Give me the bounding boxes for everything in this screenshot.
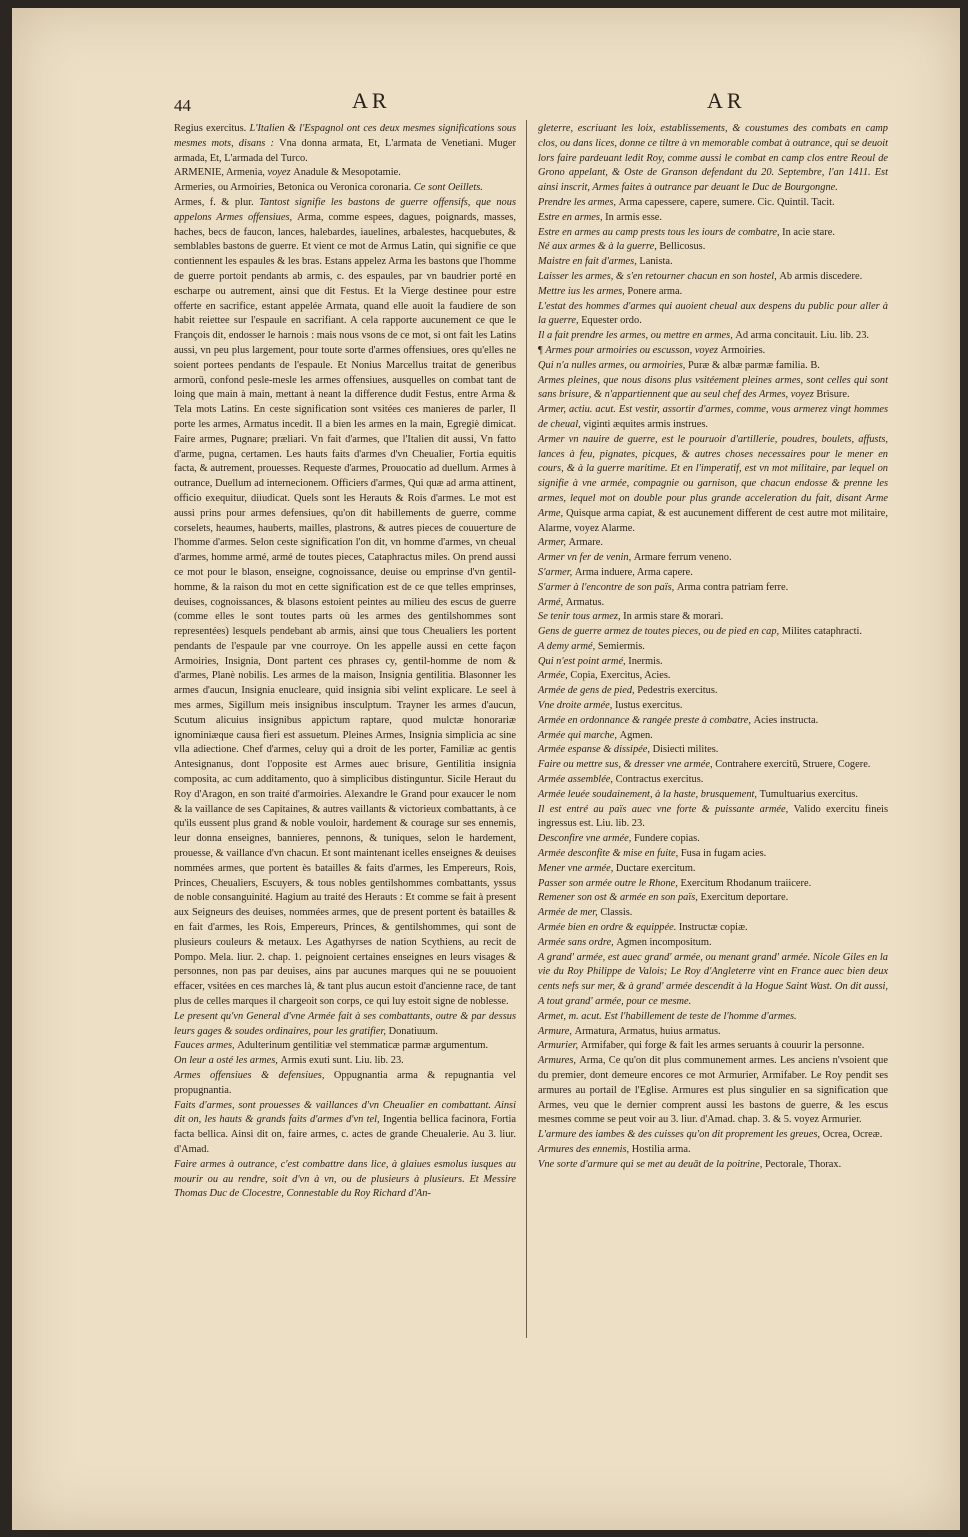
entry-french-text: Vne sorte d'armure qui se met au deuāt de la poitrine, <box>538 1158 765 1170</box>
dictionary-entry <box>538 1025 888 1040</box>
entry-latin-text: Ductare exercitum. <box>615 862 696 874</box>
entry-french-text: Faits d'armes, sont prouesses & vaillances d'vn Cheualier en combattant. Ainsi dit on, les hauts & grands faits d'armes d'vn tel, <box>174 1099 516 1126</box>
dictionary-entry <box>538 403 888 433</box>
dictionary-entry <box>174 122 516 166</box>
entry-french-text: Remener son ost & armée en son païs, <box>538 892 701 904</box>
running-head-right: AR <box>707 88 746 113</box>
entry-french-text: Passer son armée outre le Rhone, <box>538 877 681 889</box>
entry-latin-text: Anadule & Mesopotamie. <box>293 167 401 179</box>
entry-headword: Armes, f. & plur. <box>174 196 254 208</box>
dictionary-entry <box>538 1128 888 1143</box>
entry-latin-text: Ponere arma. <box>627 285 683 297</box>
entry-french-text: Armet, m. acut. Est l'habillement de teste de l'homme d'armes. <box>538 1010 797 1022</box>
entry-latin-text: Exercitum deportare. <box>700 892 789 904</box>
dictionary-entry <box>538 714 888 729</box>
entry-french-text: A demy armé, <box>538 640 598 652</box>
dictionary-entry <box>538 329 888 344</box>
entry-french-text: Armer, <box>538 537 569 549</box>
entry-latin-text: Adulterinum gentilitiæ vel stemmaticæ parmæ argumentum. <box>237 1040 489 1052</box>
entry-french-text: Armée de mer, <box>538 907 601 919</box>
entry-french-text: gleterre, escriuant les loix, establissements, & coustumes des combats en camp clos, ou dans lices, donne ce tiltre à vn memorable combat à outrance, qui se deuoit lors faire pardeuant ledit Roy, comme aussi le combat en camp clos entre Reoul de Grono appelant, & Oste de Granson defendant du 20. Septembre, l'an 1411. Est ainsi inscrit, Armes faites à outrance par deuant le Duc de Bourgongne. <box>538 123 888 194</box>
entry-french-text: Armée qui marche, <box>538 729 620 741</box>
dictionary-entry <box>538 1158 888 1173</box>
entry-french-text: Armée assemblée, <box>538 774 616 786</box>
dictionary-entry <box>538 270 888 285</box>
entry-latin-text: In armis esse. <box>605 211 663 223</box>
entry-french-text: Armée de gens de pied, <box>538 685 638 697</box>
entry-latin-text: Armoiries. <box>720 344 766 356</box>
entry-french-text: Prendre les armes, <box>538 196 619 208</box>
entry-latin-text: Armatura, Armatus, huius armatus. <box>574 1025 721 1037</box>
dictionary-entry <box>538 581 888 596</box>
entry-french-text: Vne droite armée, <box>538 700 615 712</box>
entry-latin-text: Armatus. <box>565 596 605 608</box>
entry-latin-text: Equester ordo. <box>581 315 642 327</box>
entry-latin-text: Armare ferrum veneno. <box>633 552 732 564</box>
entry-french-text: Armurier, <box>538 1040 581 1052</box>
entry-latin-text: Arma, Ce qu'on dit plus communement armes. Les anciens n'vsoient que du premier, dont demeure encores ce mot Armurier, Armifaber. Le Roy pendit ses armures au portail de l'Eglise. Armures est plus singulier en sa signification que Armes, veu que le dernier comprent aussi les bastons de guerre, & les escus mesmes comme se peut voir au 3. liur. d'Amad. chap. 3. & 5. voyez Armurier. <box>538 1055 888 1126</box>
dictionary-entry <box>538 906 888 921</box>
dictionary-entry <box>174 1069 516 1099</box>
entry-latin-text: Milites cataphracti. <box>781 626 862 638</box>
entry-latin-text: Donatiuum. <box>388 1025 438 1037</box>
entry-french-text: Maistre en fait d'armes, <box>538 256 640 268</box>
dictionary-entry <box>538 240 888 255</box>
dictionary-entry <box>538 803 888 833</box>
entry-french-text: Armer vn fer de venin, <box>538 552 634 564</box>
entry-french-text: Se tenir tous armez, <box>538 611 624 623</box>
left-column <box>174 122 516 1202</box>
entry-latin-text: Ad arma concitauit. Liu. lib. 23. <box>735 330 869 342</box>
entry-headword: Regius exercitus. <box>174 123 247 134</box>
entry-latin-text: Ab armis discedere. <box>779 270 863 282</box>
dictionary-entry <box>538 285 888 300</box>
running-head-left: AR <box>352 88 391 113</box>
entry-french-text: Tantost signifie les bastons de guerre offensifs, que nous appelons Armes offensiues, <box>174 196 516 223</box>
dictionary-entry <box>538 832 888 847</box>
entry-latin-text: Contractus exercitus. <box>615 774 704 786</box>
entry-latin-text: Fundere copias. <box>633 833 700 845</box>
entry-french-text: Faire ou mettre sus, & dresser vne armée, <box>538 759 716 771</box>
entry-french-text: Estre en armes, <box>538 211 606 223</box>
entry-french-text: A grand' armée, est auec grand' armée, ou menant grand' armée. Nicole Giles en la vie du Roy Philippe de Valois; Le Roy d'Angleterre vint en France auec bien deux cents nefs sur mer, & à grand' armée descendit à la Hogue Saint Wast. On dit aussi, A tout grand' armée, pour ce mesme. <box>538 951 888 1008</box>
entry-french-text: Qui n'a nulles armes, ou armoiries, <box>538 359 688 371</box>
entry-french-text: Armes offensiues & defensiues, <box>174 1070 334 1081</box>
entry-latin-text: Valido exercitu fineis ingressus est. Liu. lib. 23. <box>538 803 888 830</box>
entry-latin-text: Oppugnantia arma & repugnantia vel propugnantia. <box>174 1070 516 1096</box>
entry-french-text: Armée bien en ordre & equippée. <box>538 922 679 934</box>
entry-french-text: Armes pour armoiries ou escusson, voyez <box>545 344 721 356</box>
dictionary-entry <box>174 196 516 1010</box>
entry-french-text: Né aux armes & à la guerre, <box>538 241 660 253</box>
dictionary-entry <box>538 743 888 758</box>
entry-french-text: Estre en armes au camp prests tous les iours de combatre, <box>538 226 783 238</box>
entry-french-text: Desconfire vne armée, <box>538 833 634 845</box>
dictionary-entry <box>174 1039 516 1054</box>
entry-french-text: Le present qu'vn General d'vne Armée fait à ses combattants, outre & par dessus leurs gages & soudes ordinaires, pour les gratifier, <box>174 1010 516 1037</box>
entry-latin-text: Pedestris exercitus. <box>637 685 718 697</box>
entry-latin-text: Iustus exercitus. <box>614 700 683 712</box>
dictionary-entry <box>538 921 888 936</box>
book-page <box>12 8 960 1530</box>
entry-latin-text: viginti æquites armis instrues. <box>583 418 708 430</box>
entry-french-text: voyez <box>264 167 294 179</box>
entry-french-text: Armée, <box>538 670 571 682</box>
entry-headword: Armeries, ou Armoiries, Betonica ou Veronica coronaria. <box>174 182 412 194</box>
dictionary-entry <box>174 1010 516 1040</box>
entry-french-text: S'armer, <box>538 566 575 578</box>
dictionary-entry <box>538 196 888 211</box>
dictionary-entry <box>538 536 888 551</box>
right-column <box>538 122 888 1173</box>
entry-french-text: L'armure des iambes & des cuisses qu'on dit proprement les greues, <box>538 1129 823 1141</box>
dictionary-entry <box>174 181 516 196</box>
entry-french-text: Armures, <box>538 1055 580 1067</box>
dictionary-entry <box>538 669 888 684</box>
dictionary-entry <box>538 625 888 640</box>
page-number: 44 <box>174 96 191 115</box>
dictionary-entry <box>538 610 888 625</box>
dictionary-entry <box>538 122 888 196</box>
entry-latin-text: Puræ & albæ parmæ familia. B. <box>688 359 820 371</box>
dictionary-entry <box>174 1158 516 1202</box>
entry-latin-text: In acie stare. <box>782 226 835 238</box>
entry-french-text: Fauces armes, <box>174 1040 238 1052</box>
entry-latin-text: Bellicosus. <box>659 241 706 253</box>
entry-latin-text: Agmen. <box>619 729 653 741</box>
dictionary-entry <box>538 359 888 374</box>
entry-latin-text: Hostilia arma. <box>631 1143 691 1155</box>
entry-french-text: Armée espanse & dissipée, <box>538 744 653 756</box>
entry-latin-text: Ingentia bellica facinora, Fortia facta bellica. Ainsi dit on, faire armes, c. actes de grande Cheualerie. Au 3. liur. d'Amad. <box>174 1114 516 1155</box>
entry-french-text: Armures des ennemis, <box>538 1143 632 1155</box>
page-header <box>12 88 960 122</box>
dictionary-entry <box>538 847 888 862</box>
dictionary-entry <box>538 862 888 877</box>
column-divider <box>526 120 527 1338</box>
dictionary-entry <box>538 773 888 788</box>
dictionary-entry <box>538 891 888 906</box>
entry-french-text: L'Italien & l'Espagnol ont ces deux mesmes significations sous mesmes mots, disans : <box>174 123 516 149</box>
entry-latin-text: Pectorale, Thorax. <box>764 1158 842 1170</box>
entry-french-text: Armée sans ordre, <box>538 936 617 948</box>
dictionary-entry <box>538 788 888 803</box>
entry-latin-text: Arma induere, Arma capere. <box>574 566 693 578</box>
entry-latin-text: Arma contra patriam ferre. <box>676 581 789 593</box>
dictionary-entry <box>538 300 888 330</box>
entry-latin-text: Armare. <box>568 537 603 549</box>
entry-french-text: Qui n'est point armé, <box>538 655 629 667</box>
dictionary-entry <box>538 729 888 744</box>
entry-latin-text: Disiecti milites. <box>652 744 719 756</box>
entry-latin-text: Armis exuti sunt. Liu. lib. 23. <box>280 1055 404 1067</box>
entry-latin-text: Instructæ copiæ. <box>678 922 748 934</box>
dictionary-entry <box>538 226 888 241</box>
entry-latin-text: Fusa in fugam acies. <box>680 848 767 860</box>
entry-french-text: Armer vn nauire de guerre, est le pouruoir d'artillerie, poudres, boulets, affusts, lances à feu, pignates, picques, & autres choses necessaires pour le mener en cours, & à la guerre maritime. Et en l'imperatif, est vn mot militaire, par lequel on signifie à vne armée, compagnie ou garnison, que chacun endosse & prenne les armes, lequel mot on double pour plus grande acceleration du fait, disant Arme Arme, <box>538 433 888 519</box>
entry-latin-text: Lanista. <box>639 256 673 268</box>
entry-french-text: Armure, <box>538 1025 575 1037</box>
entry-latin-text: Vna donna armata, Et, L'armata de Venetiani. Muger armada, Et, L'armada del Turco. <box>174 137 516 164</box>
entry-latin-text: Quisque arma capiat, & est aucunement different de cest autre mot militaire, Alarme, voyez Alarme. <box>538 507 889 534</box>
entry-latin-text: Arma capessere, capere, sumere. Cic. Quintil. Tacit. <box>618 196 835 208</box>
dictionary-entry <box>538 1054 888 1128</box>
dictionary-entry <box>538 684 888 699</box>
entry-french-text: Laisser les armes, & s'en retourner chacun en son hostel, <box>538 270 780 282</box>
entry-french-text: Mettre ius les armes, <box>538 285 628 297</box>
dictionary-entry <box>538 936 888 951</box>
dictionary-entry <box>538 655 888 670</box>
entry-latin-text: Armifaber, qui forge & fait les armes seruants à couurir la personne. <box>580 1040 865 1052</box>
entry-french-text: Faire armes à outrance, c'est combattre dans lice, à glaiues esmolus iusques au mourir ou au rendre, soit d'vn à vn, ou de plusieurs à plusieurs. Et Messire Thomas Duc de Clocestre, Connestable du Roy Richard d'An- <box>174 1158 516 1200</box>
entry-latin-text: Classis. <box>600 907 633 919</box>
dictionary-entry <box>538 758 888 773</box>
entry-latin-text: Copia, Exercitus, Acies. <box>570 670 671 682</box>
entry-french-text: Il a fait prendre les armes, ou mettre en armes, <box>538 330 736 342</box>
entry-latin-text: Arma, comme espees, dagues, poignards, masses, haches, becs de faucon, lances, halebardes, iauelines, arbalestes, hacquebutes, & semblables bastons de guerre. Et vient ce mot de Armus Latin, qui signifie ce que contiennent les espaules & les bras. Estans appelez Arma les bastons que l'homme de guerre portoit pendants ab armis, c. des espaules, par vn baudrier porté en escharpe ou autrement, ainsi que dit Festus. Et la Vierge destinee pour estre offerte en sacrifice, estant appelée Armata, quand elle auoit la faudiere de son habit reiettee sur l'espaule en sacrifiant. A cela rapporte aucunement ce que le François dit, endosser le harnois : mais nous vsons de ce mot, si ont fait les Latins aussi, vn peu plus largement, pour toute sorte d'armes offensiues, ores qu'elles ne soient portees pendants de l'espaule. Et Nonius Marcellus traitat de generibus armorū, confond pesle-mesle les armes offensiues, ausquelles on combat tant de loing que main à main, mettant à neant la difference dudit Festus, entre Arma & Tela mots Latins. En ceste signification sont vsitées ces manieres de parler, Il porte les armes, Armatus incedit. Il a bien les armes en la main, Egregiè dimicat. Faire armes, Pugnare; præliari. Vn fait d'armes, que l'Italien dit aussi, Vn fatto d'arme, pugna, certamen. Les hauts faits d'armes d'vn Cheualier, Fortia equitis facta, & autrement, prouesses. Requeste d'armes, Prouocatio ad duellum. Armes à outrance, Duellum ad internecionem. Officiers d'armes, Qui quæ ad arma attinent, officio exequitur, diiudicat. Quels sont les Herauts & Rois d'armes. Le mot est aussi prins pour armes defensiues, qu'on dit habillements de guerre, comme corselets, heaumes, hauberts, mailles, plastrons, & autres pieces de couuerture de l'homme d'armes. Selon ceste signification l'on dit, vn homme d'armes, vn cheual d'armes, homme armé, armé de toutes pieces, Cataphractus miles. On prend aussi ce mot pour le blason, enseigne, cognoissance, deuise ou emprinse d'vn gentil-homme, & la raison du mot en cette signification est de ce que telles emprinses, deuises, cognoissances, & blasons estoient peintes au milieu des escus de guerre (comme elles le sont toutes parts où les armes des gentilshommes sont representées) lesquels pendebant ab armis, ainsi que tous Cheualiers les portent pendants de l'espaule par vne courroye. On les appelle aussi en cette façon Armoiries, Insignia, Dont partent ces phrases cy, gentil-homme de nom & d'armes, Planè nobilis. Les armes de la maison, Insignia gentilitia. Blasonner les armes d'aucun, Insignia enucleare, quid insignia sibi velint explicare. Le seel à mes armes, Sigillum meis insignibus insculptum. Trayner les armes d'aucun, Scutum alicuius insignibus appictum raptare, quod mulctæ honorariæ ignominiæque causa fieri est assuetum. Pleines Armes, Insignia simplicia ac sine vlla adiectione. Chef d'armes, celuy qui a droit de les porter, Familiæ ac gentis Antesignanus, dont l'opposite est Armes auec brisure, Gentilitia insignia composita, ac cum additamento, quo à simplicibus distinguntur. Sicile Heraut du Roy d'Aragon, en son traité d'armoiries. Alexandre le Grand pour exaucer le nom & la vaillance de ses Capitaines, & autres vaillants & victorieux combattants, à ce qu'ils eussent plus grand & noble vouloir, hardement & courage sur ses ennemis, leur donna enseignes, bannieres, pennons, & tuniques, selon le hardement, prouesse, & vaillance d'vn chacun. Et sont maintenant icelles enseignes & deuises nommées armes, que portent ès batailles & faits d'armes, les Empereurs, Rois, Princes, Cheualiers, Escuyers, & tous nobles gentilshommes combattants, yssus de noble consanguinité. Hagium au traité des Herauts : Et comme se fait à present aux Seigneurs des deuises, nommées armes, que de present portent ès batailles & en fait d'armes, les Rois, Empereurs, Princes, & gentilshommes, qui sont de plusieurs couleurs & metaux. Les Agathyrses de nation Scythiens, au recit de Pompo. Mela. liur. 2. chap. 1. peignoient certaines enseignes en leurs visages & personnes, non pas par deuises, ains par aucunes marques qui ne se pouuoient effacer, vsitées en ces marches là, & tant plus aucun estoit d'ancienne race, de tant plus de celles marques il chargeoit son corps, ce qui luy estoit signe de noblesse. <box>174 211 516 1008</box>
entry-latin-text: Tumultuarius exercitus. <box>759 788 858 800</box>
entry-french-text: Armes pleines, que nous disons plus vsitéement pleines armes, sont celles qui sont sans brisure, & n'appartiennent que au seul chef des Armes, voyez <box>538 374 888 401</box>
dictionary-entry <box>174 166 516 181</box>
entry-latin-text: Inermis. <box>628 655 663 667</box>
entry-headword: ARMENIE, Armenia, <box>174 167 265 179</box>
entry-french-text: Armé, <box>538 596 566 608</box>
dictionary-entry <box>538 551 888 566</box>
entry-latin-text: Brisure. <box>816 389 850 401</box>
entry-headword: ¶ <box>538 344 546 356</box>
entry-latin-text: In armis stare & morari. <box>623 611 724 623</box>
entry-latin-text: Contrahere exercitū, Struere, Cogere. <box>715 759 871 771</box>
dictionary-entry <box>538 374 888 404</box>
dictionary-entry <box>538 596 888 611</box>
entry-french-text: Ce sont Oeillets. <box>411 182 483 194</box>
dictionary-entry <box>538 1010 888 1025</box>
entry-french-text: Il est entré au païs auec vne forte & puissante armée, <box>538 803 794 815</box>
entry-french-text: On leur a osté les armes, <box>174 1055 281 1067</box>
entry-french-text: Gens de guerre armez de toutes pieces, ou de pied en cap, <box>538 626 782 638</box>
entry-french-text: Armer, actiu. acut. Est vestir, assortir d'armes, comme, vous armerez vingt hommes de cheual, <box>538 404 888 430</box>
dictionary-entry <box>538 344 888 359</box>
entry-french-text: Mener vne armée, <box>538 862 616 874</box>
dictionary-entry <box>538 951 888 1010</box>
entry-french-text: Armée en ordonnance & rangée preste à combatre, <box>538 714 754 726</box>
dictionary-entry <box>538 1039 888 1054</box>
entry-latin-text: Ocrea, Ocreæ. <box>822 1129 883 1141</box>
dictionary-entry <box>538 566 888 581</box>
entry-french-text: Armée desconfite & mise en fuite, <box>538 848 681 860</box>
dictionary-entry <box>174 1054 516 1069</box>
dictionary-entry <box>538 255 888 270</box>
dictionary-entry <box>538 699 888 714</box>
dictionary-entry <box>538 211 888 226</box>
entry-french-text: S'armer à l'encontre de son païs, <box>538 581 677 593</box>
dictionary-entry <box>174 1099 516 1158</box>
dictionary-entry <box>538 877 888 892</box>
entry-french-text: L'estat des hommes d'armes qui auoient cheual aux despens du public pour aller à la guerre, <box>538 300 888 327</box>
dictionary-entry <box>538 640 888 655</box>
entry-latin-text: Exercitum Rhodanum traiicere. <box>680 877 812 889</box>
entry-french-text: Armée leuée soudainement, à la haste, brusquement, <box>538 788 760 800</box>
entry-latin-text: Semiermis. <box>597 640 645 652</box>
entry-latin-text: Acies instructa. <box>753 714 819 726</box>
entry-latin-text: Agmen incompositum. <box>616 936 712 948</box>
dictionary-entry <box>538 1143 888 1158</box>
dictionary-entry <box>538 433 888 537</box>
